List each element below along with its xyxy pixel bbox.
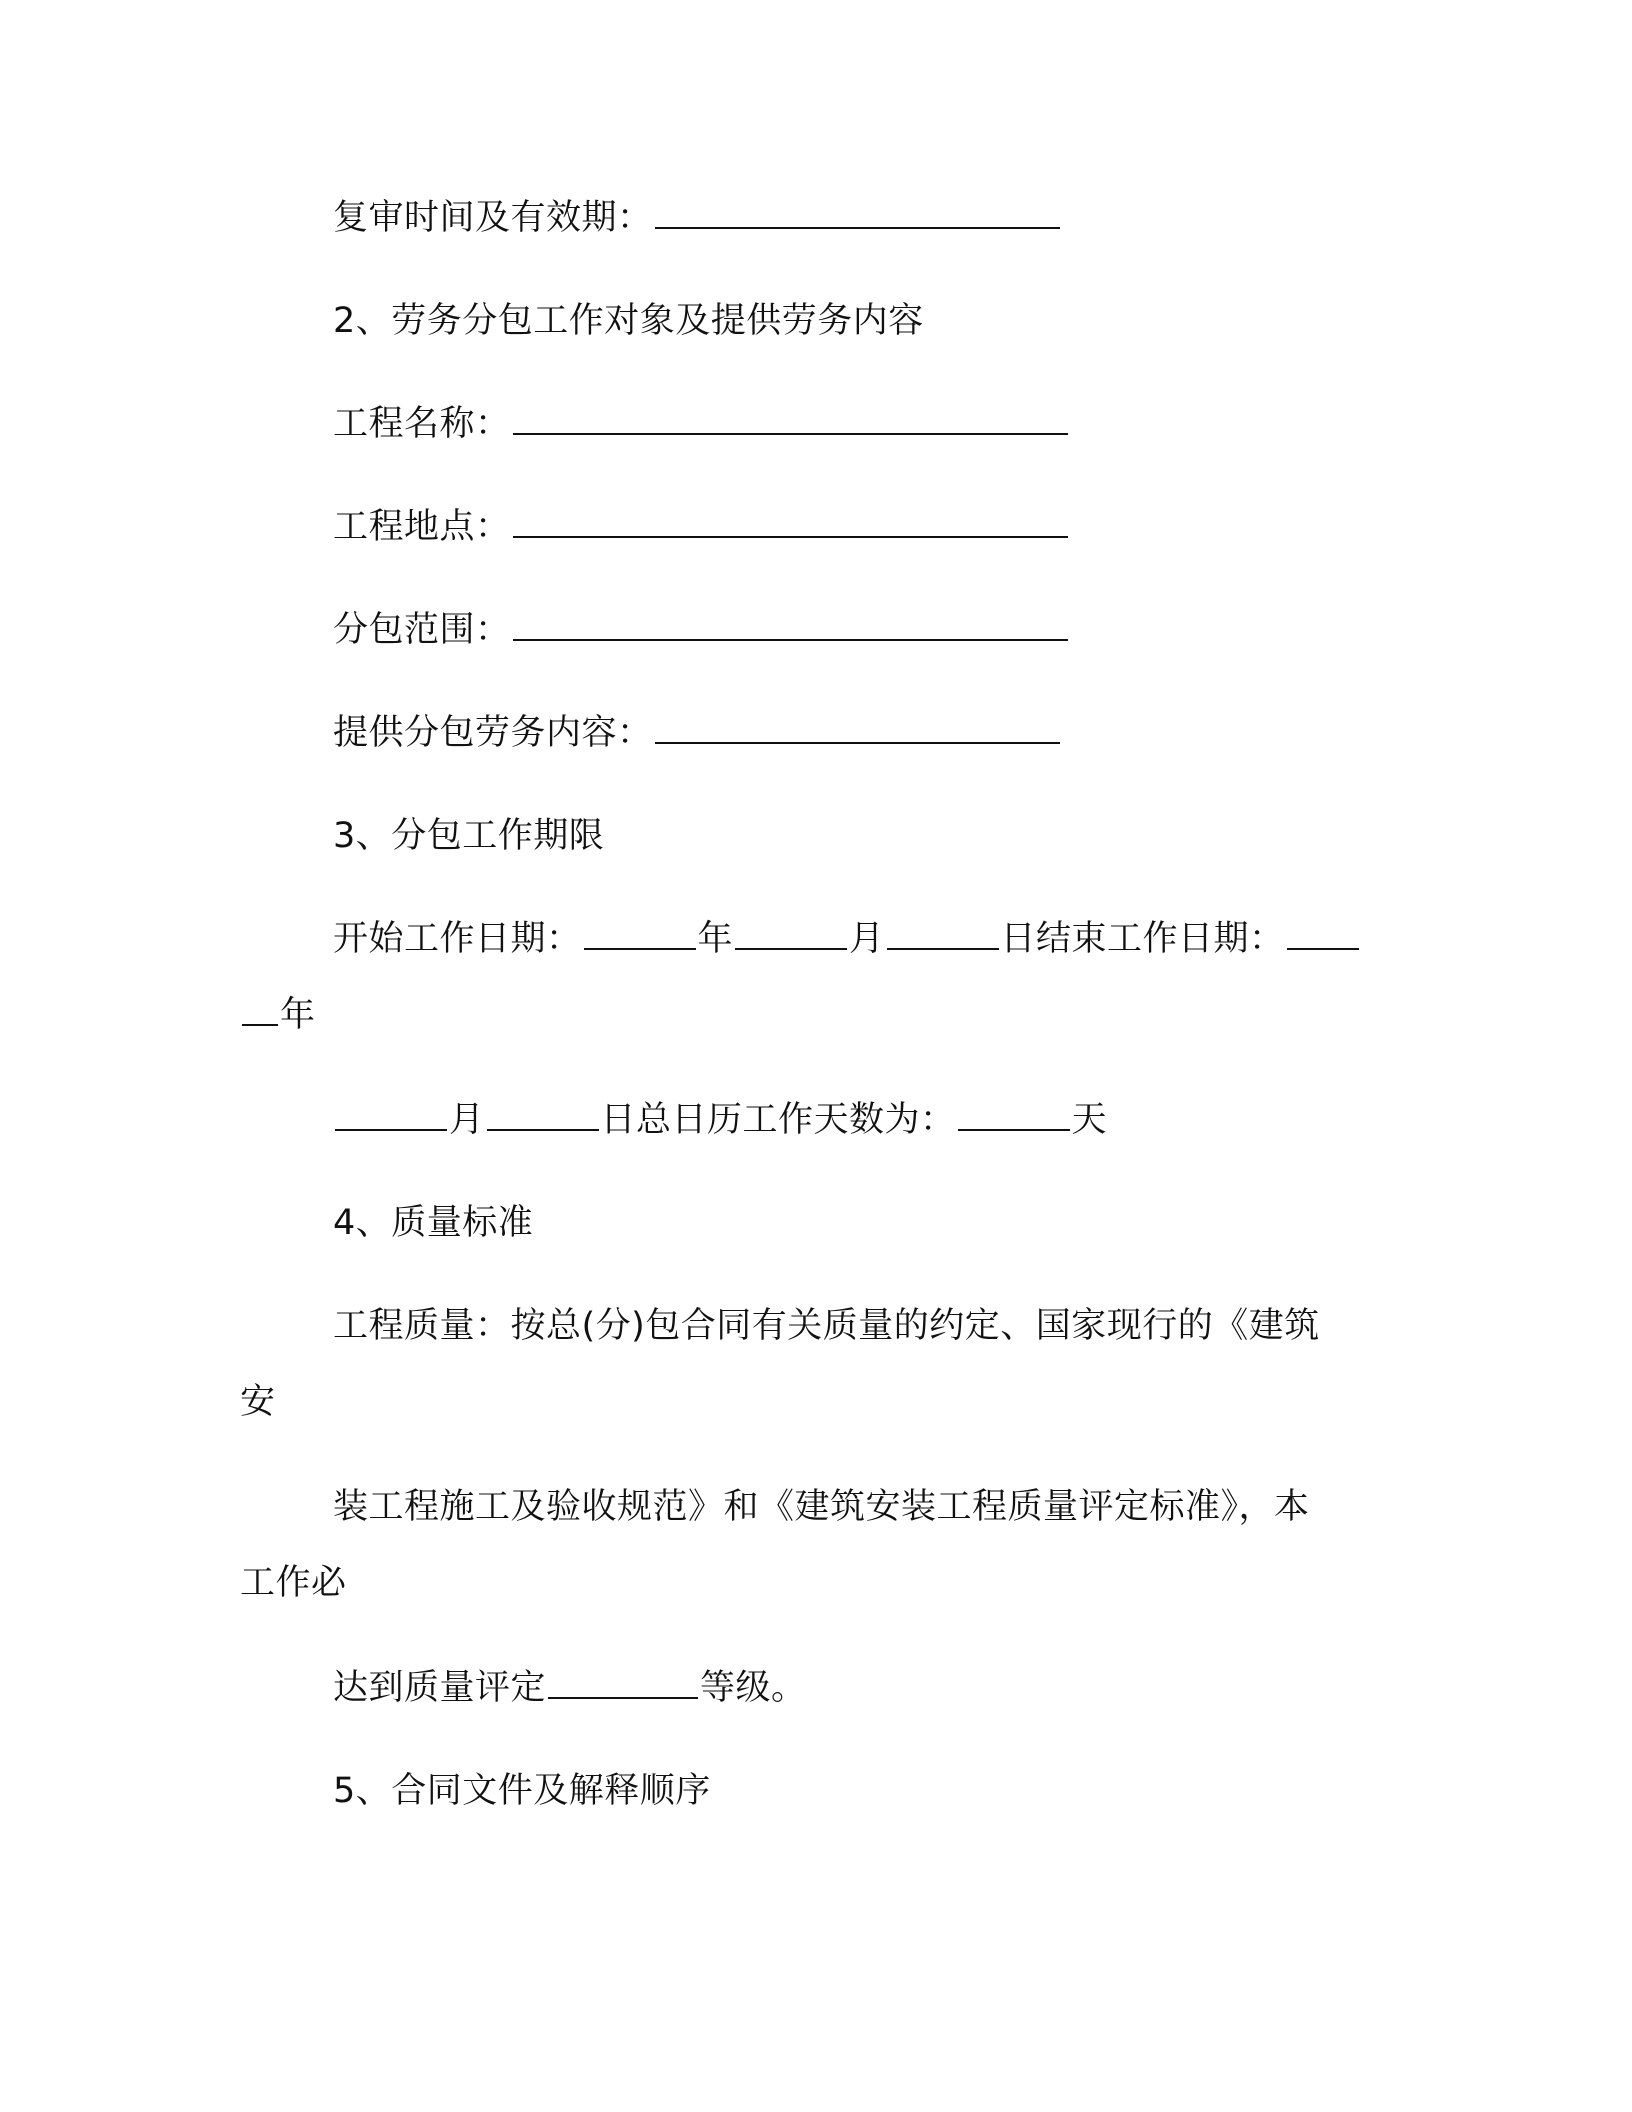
labor-content-blank[interactable] <box>655 741 1060 744</box>
project-location-label: 工程地点： <box>333 507 511 547</box>
end-year-blank-part2[interactable] <box>242 1023 278 1026</box>
start-year-blank[interactable] <box>584 947 696 950</box>
project-location-line <box>0 502 1632 552</box>
section-4-title: 4、质量标准 <box>333 1203 534 1243</box>
quality-grade-post: 等级。 <box>700 1668 807 1708</box>
quality-paragraph-1-cont <box>0 1377 1632 1427</box>
section-5-heading <box>0 1766 1632 1816</box>
end-date-cont-line <box>0 990 1632 1040</box>
start-year-unit: 年 <box>697 919 734 959</box>
end-year-blank-part1[interactable] <box>1287 947 1359 950</box>
end-date-label: 日结束工作日期： <box>1000 919 1285 959</box>
labor-content-line <box>0 708 1632 758</box>
review-time-label: 复审时间及有效期： <box>333 198 653 238</box>
total-days-label: 日总日历工作天数为： <box>600 1100 956 1140</box>
end-month-blank[interactable] <box>335 1128 447 1131</box>
project-name-line <box>0 399 1632 449</box>
quality-text-2-cont: 工作必 <box>240 1563 347 1603</box>
total-days-blank[interactable] <box>958 1128 1070 1131</box>
quality-paragraph-1 <box>0 1301 1632 1351</box>
total-days-unit: 天 <box>1071 1100 1108 1140</box>
quality-paragraph-2-cont <box>0 1558 1632 1608</box>
quality-grade-blank[interactable] <box>548 1696 698 1699</box>
end-month-line <box>0 1095 1632 1145</box>
quality-grade-pre: 达到质量评定 <box>333 1668 547 1708</box>
section-3-heading <box>0 811 1632 861</box>
project-name-blank[interactable] <box>513 432 1068 435</box>
labor-content-label: 提供分包劳务内容： <box>333 713 653 753</box>
section-4-heading <box>0 1198 1632 1248</box>
section-5-title: 5、合同文件及解释顺序 <box>333 1771 711 1811</box>
quality-paragraph-2 <box>0 1482 1632 1532</box>
subcontract-scope-line <box>0 605 1632 655</box>
start-date-label: 开始工作日期： <box>333 919 582 959</box>
start-date-line <box>0 914 1632 964</box>
quality-text-1: 工程质量：按总(分)包合同有关质量的约定、国家现行的《建筑 <box>333 1306 1320 1346</box>
quality-text-1-cont: 安 <box>240 1382 276 1422</box>
subcontract-scope-label: 分包范围： <box>333 610 511 650</box>
section-2-title: 2、劳务分包工作对象及提供劳务内容 <box>333 301 924 341</box>
end-month-unit: 月 <box>449 1100 485 1140</box>
quality-grade-line <box>0 1663 1632 1713</box>
start-day-blank[interactable] <box>887 947 999 950</box>
subcontract-scope-blank[interactable] <box>513 638 1068 641</box>
project-location-blank[interactable] <box>513 535 1068 538</box>
quality-text-2: 装工程施工及验收规范》和《建筑安装工程质量评定标准》，本 <box>333 1487 1310 1527</box>
start-month-blank[interactable] <box>735 947 847 950</box>
section-3-title: 3、分包工作期限 <box>333 816 605 856</box>
end-year-unit: 年 <box>280 995 316 1035</box>
section-2-heading <box>0 296 1632 346</box>
start-month-unit: 月 <box>849 919 885 959</box>
end-day-blank[interactable] <box>487 1128 599 1131</box>
review-time-line <box>0 193 1632 243</box>
review-time-blank[interactable] <box>655 226 1060 229</box>
project-name-label: 工程名称： <box>333 404 511 444</box>
